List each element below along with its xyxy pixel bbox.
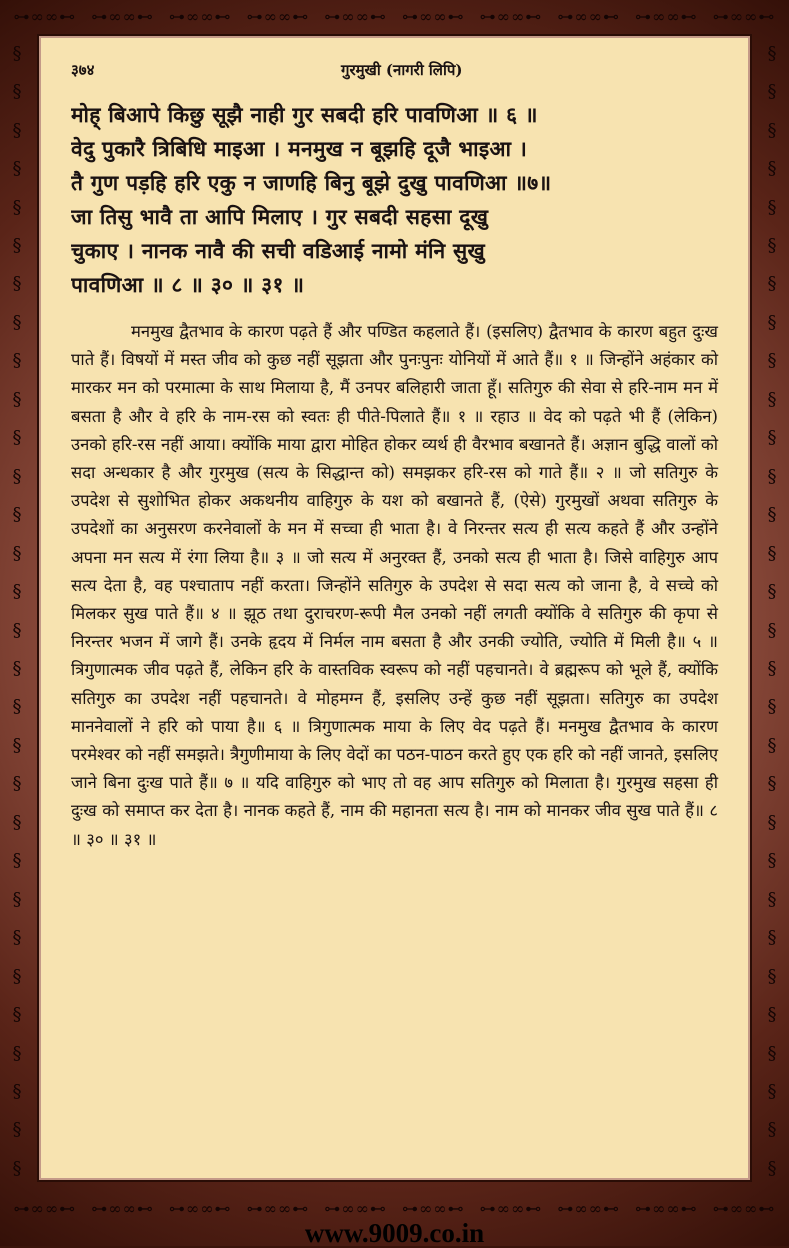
verse-line: तै गुण पड़हि हरि एकु न जाणहि बिनु बूझे दुखु पावणिआ ॥७॥: [71, 170, 552, 195]
left-ornament-border: § § § § § § § § § § § § § § § § § § § § § § § § § § § § § §: [12, 42, 22, 1179]
scripture-page: [37, 34, 752, 1182]
verse-line: वेदु पुकारै त्रिबिधि माइआ । मनमुख न बूझहि दूजै भाइआ ।: [71, 136, 528, 161]
top-ornament-border: ⊶∞∞⊷ ⊶∞∞⊷ ⊶∞∞⊷ ⊶∞∞⊷ ⊶∞∞⊷ ⊶∞∞⊷ ⊶∞∞⊷ ⊶∞∞⊷ ⊶∞∞⊷ ⊶∞∞⊷: [13, 6, 776, 26]
bottom-ornament-border: ⊶∞∞⊷ ⊶∞∞⊷ ⊶∞∞⊷ ⊶∞∞⊷ ⊶∞∞⊷ ⊶∞∞⊷ ⊶∞∞⊷ ⊶∞∞⊷ ⊶∞∞⊷ ⊶∞∞⊷: [13, 1198, 776, 1218]
commentary-paragraph: मनमुख द्वैतभाव के कारण पढ़ते हैं और पण्डित कहलाते हैं। (इसलिए) द्वैतभाव के कारण बहुत दुःख पाते हैं। विषयों में मस्त जीव को कुछ नहीं सूझता और पुनःपुनः योनियों में आते हैं॥ १ ॥ जिन्होंने अहंकार को मारकर मन को परमात्मा के साथ मिलाया है, मैं उनपर बलिहारी जाता हूँ। सतिगुरु की सेवा से हरि-नाम मन में बसता है और वे हरि के नाम-रस को स्वतः ही पीते-पिलाते हैं॥ १ ॥ रहाउ ॥ वेद को पढ़ते भी हैं (लेकिन) उनको हरि-रस नहीं आया। क्योंकि माया द्वारा मोहित होकर व्यर्थ ही वैरभाव बखानते हैं। अज्ञान बुद्धि वालों को सदा अन्धकार है और गुरमुख (सत्य के सिद्धान्त को) समझकर हरि-रस को गाते हैं॥ २ ॥ जो सतिगुरु के उपदेश से सुशोभित होकर अकथनीय वाहिगुरु के यश को बखानते हैं, (ऐसे) गुरमुखों अथवा सतिगुरु के उपदेशों का अनुसरण करनेवालों के मन में सच्चा ही भाता है। वे निरन्तर सत्य ही सत्य कहते हैं और उन्होंने अपना मन सत्य में रंगा लिया है॥ ३ ॥ जो सत्य में अनुरक्त हैं, उनको सत्य ही भाता है। जिसे वाहिगुरु आप सत्य देता है, वह पश्चाताप नहीं करता। जिन्होंने सतिगुरु के उपदेश से सदा सत्य को जाना है, वे सच्चे को मिलकर सुख पाते हैं॥ ४ ॥ झूठ तथा दुराचरण-रूपी मैल उनको नहीं लगती क्योंकि वे सतिगुरु की कृपा से निरन्तर भजन में जागे हैं। उनके हृदय में निर्मल नाम बसता है और उनकी ज्योति, ज्योति में मिली है॥ ५ ॥ त्रिगुणात्मक जीव पढ़ते हैं, लेकिन हरि के वास्तविक स्वरूप को नहीं पहचानते। वे ब्रह्मरूप को भूले हैं, क्योंकि सतिगुरु का उपदेश नहीं पहचानते। वे मोहमग्न हैं, इसलिए उन्हें कुछ नहीं सूझता। सतिगुरु का उपदेश माननेवालों ने हरि को पाया है॥ ६ ॥ त्रिगुणात्मक माया के लिए वेद पढ़ते हैं। मनमुख द्वैतभाव के कारण परमेश्वर को नहीं समझते। त्रैगुणीमाया के लिए वेदों का पठन-पाठन करते हुए एक हरि को नहीं जानते, इसलिए जाने बिना दुःख पाते हैं॥ ७ ॥ यदि वाहिगुरु को भाए तो वह आप सतिगुरु को मिलाता है। गुरमुख सहसा ही दुःख को समाप्त कर देता है। नानक कहते हैं, नाम की महानता सत्य है। नाम को मानकर जीव सुख पाते हैं॥ ८ ॥ ३० ॥ ३१ ॥: [71, 322, 718, 849]
verse-line: चुकाए । नानक नावै की सची वडिआई नामो मंनि सुखु: [71, 238, 485, 263]
verse-line: पावणिआ ॥ ८ ॥ ३० ॥ ३१ ॥: [71, 272, 305, 297]
verse-line: मोह् बिआपे किछु सूझै नाही गुर सबदी हरि पावणिआ ॥ ६ ॥: [71, 102, 538, 127]
page-header: [71, 56, 718, 84]
website-url: www.9009.co.in: [304, 1218, 485, 1248]
verse-block: [71, 98, 718, 302]
verse-line: जा तिसु भावै ता आपि मिलाए । गुर सबदी सहसा दूखु: [71, 204, 489, 229]
page-number: ३७४: [71, 61, 95, 79]
running-title: गुरमुखी (नागरी लिपि): [341, 61, 463, 79]
right-ornament-border: § § § § § § § § § § § § § § § § § § § § § § § § § § § § § §: [767, 42, 777, 1179]
